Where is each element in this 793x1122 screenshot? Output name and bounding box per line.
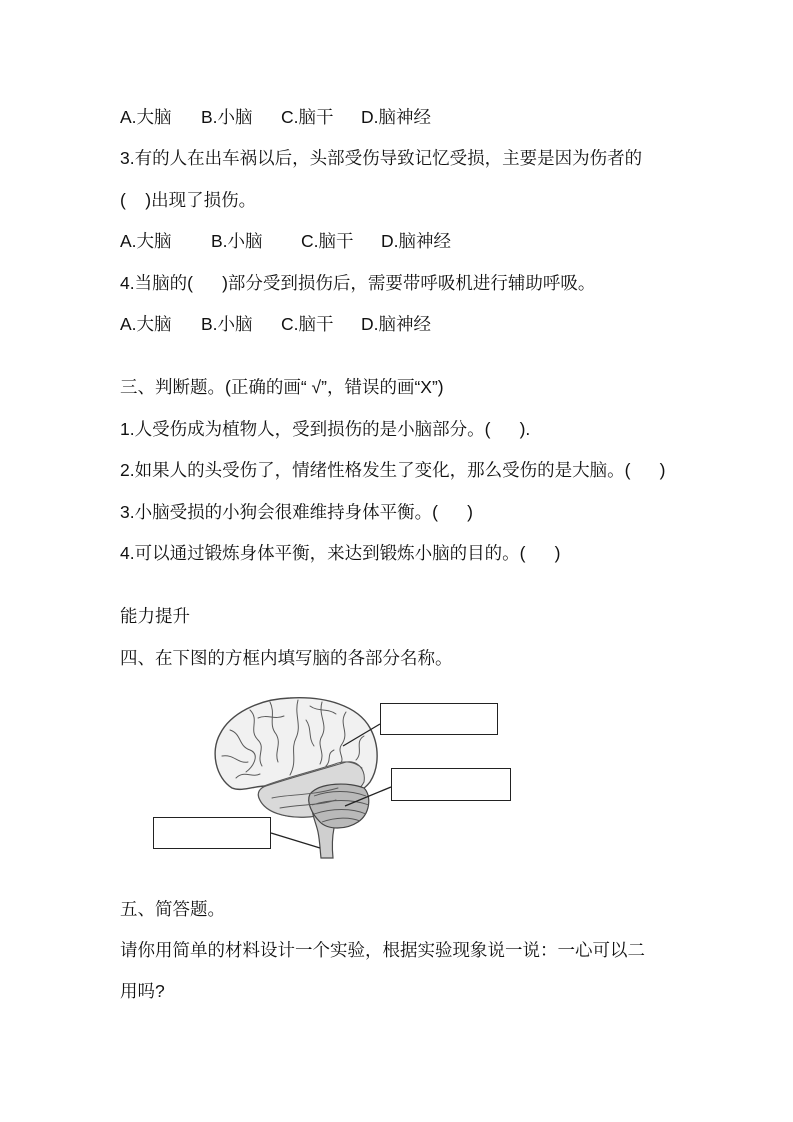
option-b: B.小脑 xyxy=(211,231,263,251)
answer-box-1 xyxy=(380,703,498,735)
ability-heading: 能力提升 xyxy=(120,606,190,626)
option-b: B.小脑 xyxy=(201,314,253,334)
leader-line-3 xyxy=(271,833,320,848)
q3-text-line1: 3.有的人在出车祸以后，头部受伤导致记忆受损，主要是因为伤者的 xyxy=(120,148,643,168)
answer-box-2 xyxy=(391,768,511,801)
judge-item-2: 2.如果人的头受伤了，情绪性格发生了变化，那么受伤的是大脑。( ) xyxy=(120,460,666,480)
option-b: B.小脑 xyxy=(201,107,253,127)
option-a: A.大脑 xyxy=(120,231,172,251)
option-d: D.脑神经 xyxy=(361,107,431,127)
option-d: D.脑神经 xyxy=(361,314,431,334)
judge-section-title: 三、判断题。(正确的画“ √”，错误的画“X”) xyxy=(120,377,444,397)
q3-text-line2: ( )出现了损伤。 xyxy=(120,190,257,210)
judge-item-4: 4.可以通过锻炼身体平衡，来达到锻炼小脑的目的。( ) xyxy=(120,543,561,563)
answer-box-3 xyxy=(153,817,271,849)
judge-item-3: 3.小脑受损的小狗会很难维持身体平衡。( ) xyxy=(120,502,473,522)
short-answer-line-2: 用吗? xyxy=(120,981,165,1001)
short-answer-title: 五、简答题。 xyxy=(120,899,225,919)
option-d: D.脑神经 xyxy=(381,231,451,251)
judge-item-1: 1.人受伤成为植物人，受到损伤的是小脑部分。( ). xyxy=(120,419,531,439)
diagram-question-title: 四、在下图的方框内填写脑的各部分名称。 xyxy=(120,648,453,668)
option-c: C.脑干 xyxy=(301,231,354,251)
option-a: A.大脑 xyxy=(120,314,172,334)
q4-text: 4.当脑的( )部分受到损伤后，需要带呼吸机进行辅助呼吸。 xyxy=(120,273,596,293)
option-c: C.脑干 xyxy=(281,314,334,334)
option-c: C.脑干 xyxy=(281,107,334,127)
short-answer-line-1: 请你用简单的材料设计一个实验，根据实验现象说一说：一心可以二 xyxy=(120,940,645,960)
brain-diagram xyxy=(150,690,520,870)
option-a: A.大脑 xyxy=(120,107,172,127)
